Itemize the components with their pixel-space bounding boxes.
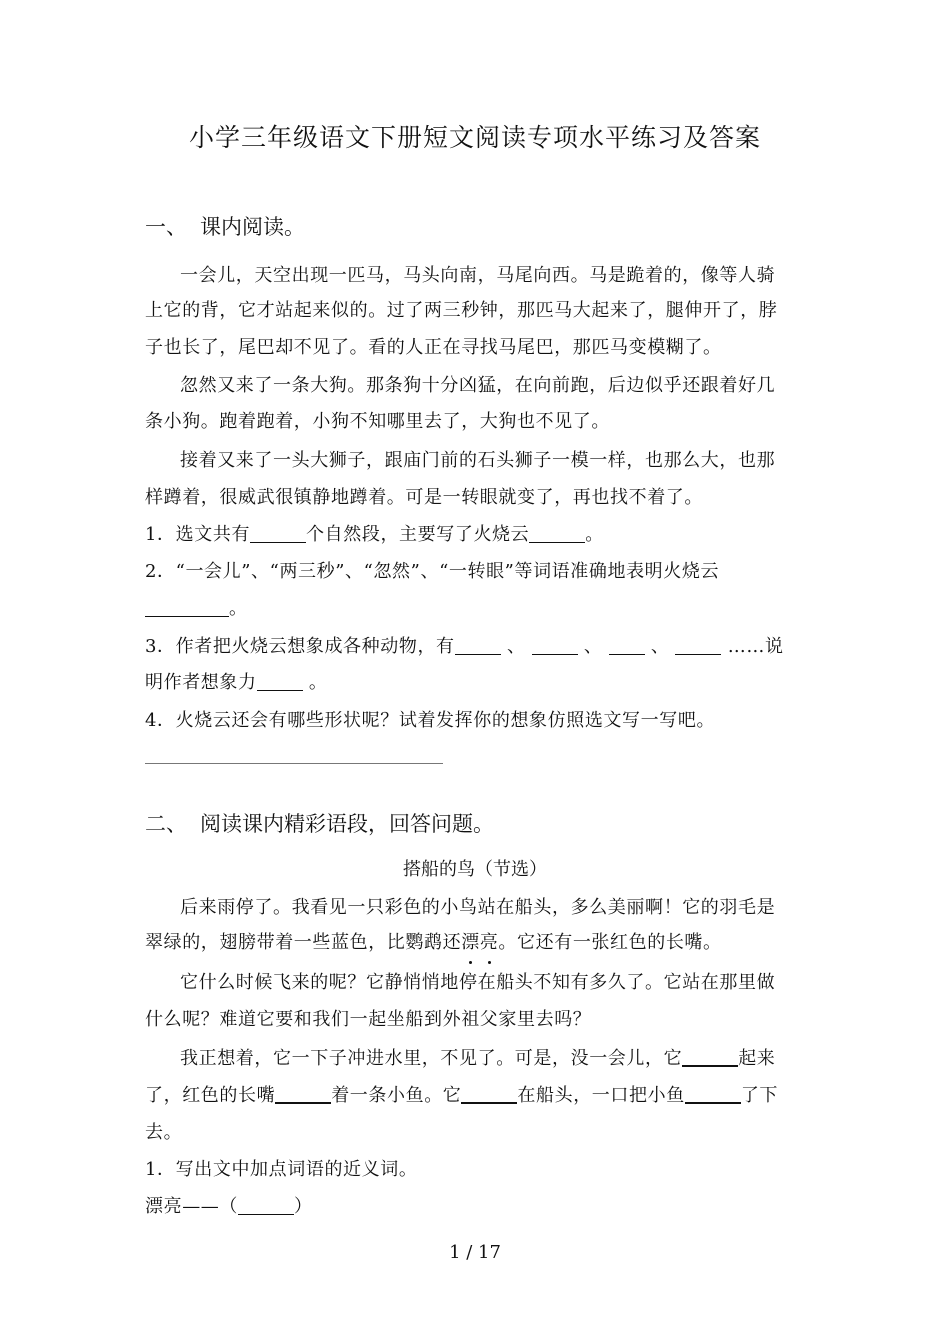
- question-4: 4．火烧云还会有哪些形状呢？试着发挥你的想象仿照选文写一写吧。: [145, 710, 716, 731]
- section-title: 课内阅读。: [200, 215, 305, 239]
- answer-blank[interactable]: [250, 524, 306, 543]
- question-1: 1．写出文中加点词语的近义词。: [145, 1159, 418, 1180]
- paragraph-line: 什么呢？难道它要和我们一起坐船到外祖父家里去吗？: [145, 1009, 592, 1030]
- paragraph-line: 后来雨停了。我看见一只彩色的小鸟站在船头，多么美丽啊！它的羽毛是: [180, 897, 776, 918]
- section-number: 一、: [145, 215, 187, 239]
- answer-blank[interactable]: [529, 524, 585, 543]
- paragraph-line: 一会儿，天空出现一匹马，马头向南，马尾向西。马是跪着的，像等人骑: [180, 265, 776, 286]
- passage-title: 搭船的鸟（节选）: [403, 859, 547, 880]
- answer-blank[interactable]: [609, 636, 645, 655]
- synonym-answer: 漂亮——（ ）: [145, 1196, 313, 1217]
- paragraph-line: 它什么时候飞来的呢？它静悄悄地停在船头不知有多久了。它站在那里做: [180, 972, 776, 993]
- paragraph-line: 样蹲着，很威武很镇静地蹲着。可是一转眼就变了，再也找不着了。: [145, 487, 703, 508]
- paragraph-line: 接着又来了一头大狮子，跟庙门前的石头狮子一模一样，也那么大，也那: [180, 450, 776, 471]
- answer-blank[interactable]: [145, 598, 229, 617]
- answer-blank[interactable]: [257, 672, 303, 691]
- question-3-cont: 明作者想象力 。: [145, 672, 328, 693]
- answer-blank[interactable]: [682, 1047, 738, 1067]
- dotted-char: 亮: [480, 928, 499, 954]
- question-2: 2．“一会儿”、“两三秒”、“忽然”、“一转眼”等词语准确地表明火烧云: [145, 561, 720, 582]
- paragraph-line: 我正想着，它一下子冲进水里，不见了。可是，没一会儿，它 起来: [180, 1048, 776, 1069]
- paragraph-line: 子也长了，尾巴却不见了。看的人正在寻找马尾巴，那匹马变模糊了。: [145, 337, 722, 358]
- answer-blank[interactable]: [532, 636, 578, 655]
- paragraph-line: 条小狗。跑着跑着，小狗不知哪里去了，大狗也不见了。: [145, 411, 610, 432]
- paragraph-line: 忽然又来了一条大狗。那条狗十分凶猛，在向前跑，后边似乎还跟着好几: [180, 375, 776, 396]
- section-title: 阅读课内精彩语段，回答问题。: [200, 812, 494, 836]
- question-3: 3．作者把火烧云想象成各种动物，有 、 、 、 ……说: [145, 636, 784, 657]
- paragraph-line: 了，红色的长嘴 着一条小鱼。它 在船头，一口把小鱼 了下: [145, 1085, 779, 1106]
- page-number: 1 / 17: [449, 1242, 501, 1263]
- writing-line[interactable]: [145, 763, 443, 764]
- answer-blank[interactable]: [238, 1196, 294, 1215]
- section-2-heading: [145, 808, 494, 838]
- paragraph-line: 上它的背，它才站起来似的。过了两三秒钟，那匹马大起来了，腿伸开了，脖: [145, 300, 778, 321]
- answer-blank[interactable]: [685, 1084, 741, 1104]
- answer-blank[interactable]: [455, 636, 501, 655]
- question-1: 1．选文共有 个自然段，主要写了火烧云 。: [145, 524, 604, 545]
- answer-blank[interactable]: [461, 1084, 517, 1104]
- answer-blank[interactable]: [275, 1084, 331, 1104]
- answer-blank[interactable]: [675, 636, 721, 655]
- section-number: 二、: [145, 812, 187, 836]
- paragraph-line: 翠绿的，翅膀带着一些蓝色，比鹦鹉还漂亮。它还有一张红色的长嘴。: [145, 928, 722, 954]
- section-1-heading: [145, 211, 305, 241]
- dotted-char: 漂: [461, 928, 480, 954]
- question-2-answer: 。: [145, 594, 248, 620]
- page-title: 小学三年级语文下册短文阅读专项水平练习及答案: [188, 123, 761, 152]
- paragraph-line: 去。: [145, 1122, 183, 1143]
